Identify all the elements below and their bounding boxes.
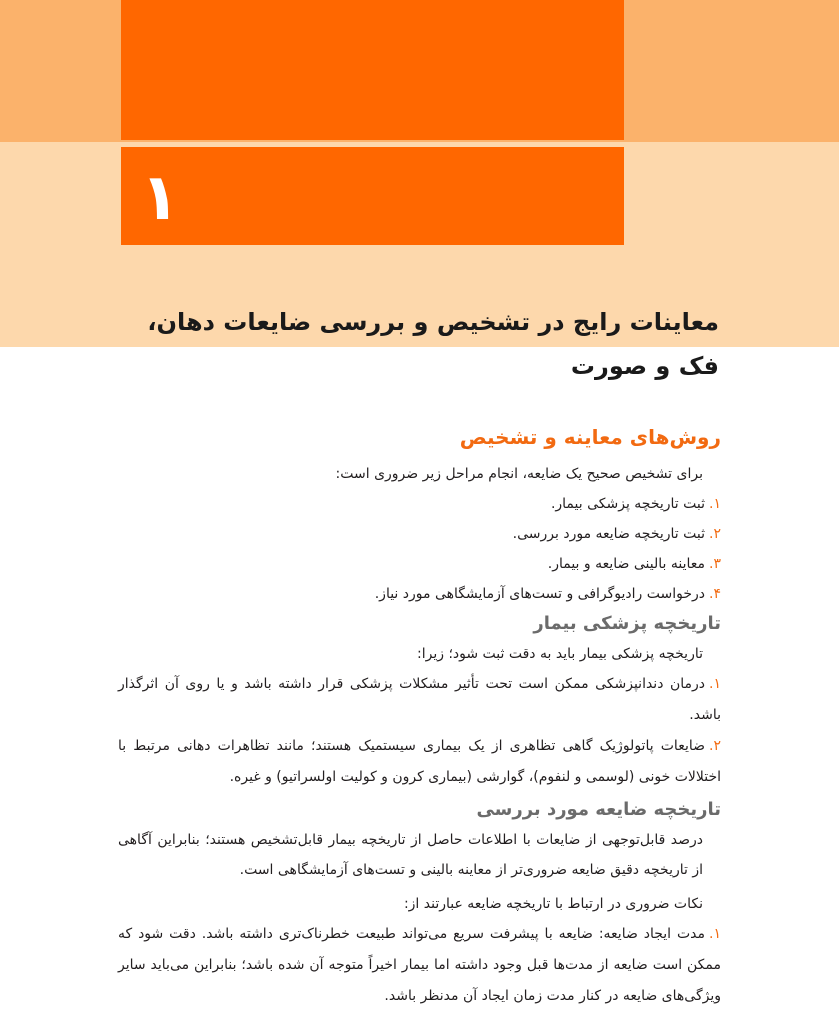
- lesion-history-points-intro: نکات ضروری در ارتباط با تاریخچه ضایعه عبارتند از:: [403, 896, 703, 912]
- list-number: ۱.: [709, 496, 721, 512]
- list-number: ۲.: [709, 738, 721, 754]
- list-item: [118, 669, 721, 731]
- list-number: ۴.: [709, 586, 721, 602]
- chapter-number: ۱: [140, 161, 180, 235]
- list-number: ۱.: [709, 926, 721, 942]
- main-content: [118, 423, 721, 1012]
- methods-steps-list: [118, 489, 721, 609]
- list-item: [118, 919, 721, 1012]
- chapter-title: معاینات رایج در تشخیص و بررسی ضایعات دهان، فک و صورت: [147, 308, 719, 380]
- lesion-history-paragraph: درصد قابل‌توجهی از ضایعات با اطلاعات حاصل از تاریخچه بیمار قابل‌تشخیص هستند؛ بنابراین آگاهی از تاریخچه دقیق ضایعه ضروری‌تر از معاینه بالینی و تست‌های آزمایشگاهی است.: [118, 832, 703, 878]
- section-heading-lesion-history: تاریخچه ضایعه مورد بررسی: [476, 799, 721, 820]
- list-number: ۱.: [709, 676, 721, 692]
- list-text: درمان دندانپزشکی ممکن است تحت تأثیر مشکلات پزشکی قرار داشته باشد و یا روی آن اثرگذار باشد.: [118, 676, 721, 723]
- list-number: ۳.: [709, 556, 721, 572]
- chapter-number-block: [121, 147, 624, 245]
- medical-history-list: [118, 669, 721, 793]
- list-text: مدت ایجاد ضایعه: ضایعه با پیشرفت سریع می‌تواند طبیعت خطرناک‌تری داشته باشد. دقت شود که ممکن است ضایعه از مدت‌ها قبل وجود داشته اما بیمار اخیراً متوجه آن شده باشد؛ بنابراین می‌باید سایر ویژگی‌های ضایعه در کنار مدت زمان ایجاد آن مدنظر باشد.: [118, 926, 721, 1004]
- lesion-history-list: [118, 919, 721, 1012]
- list-text: درخواست رادیوگرافی و تست‌های آزمایشگاهی مورد نیاز.: [374, 586, 706, 602]
- list-text: ثبت تاریخچه پزشکی بیمار.: [550, 496, 706, 512]
- list-text: معاینه بالینی ضایعه و بیمار.: [547, 556, 706, 572]
- medical-history-intro: تاریخچه پزشکی بیمار باید به دقت ثبت شود؛ زیرا:: [417, 646, 703, 662]
- section-heading-methods: روش‌های معاینه و تشخیص: [459, 425, 721, 449]
- list-number: ۲.: [709, 526, 721, 542]
- list-item: [118, 519, 721, 549]
- section-heading-medical-history: تاریخچه پزشکی بیمار: [533, 613, 721, 634]
- methods-intro: برای تشخیص صحیح یک ضایعه، انجام مراحل زیر ضروری است:: [335, 466, 703, 482]
- list-text: ثبت تاریخچه ضایعه مورد بررسی.: [512, 526, 706, 542]
- list-item: [118, 579, 721, 609]
- list-item: [118, 731, 721, 793]
- list-item: [118, 489, 721, 519]
- list-text: ضایعات پاتولوژیک گاهی تظاهری از یک بیماری سیستمیک هستند؛ مانند تظاهرات دهانی مرتبط با اختلالات خونی (لوسمی و لنفوم)، گوارشی (بیماری کرون و کولیت اولسراتیو) و غیره.: [118, 738, 721, 785]
- list-item: [118, 549, 721, 579]
- header-block-top: [121, 0, 624, 140]
